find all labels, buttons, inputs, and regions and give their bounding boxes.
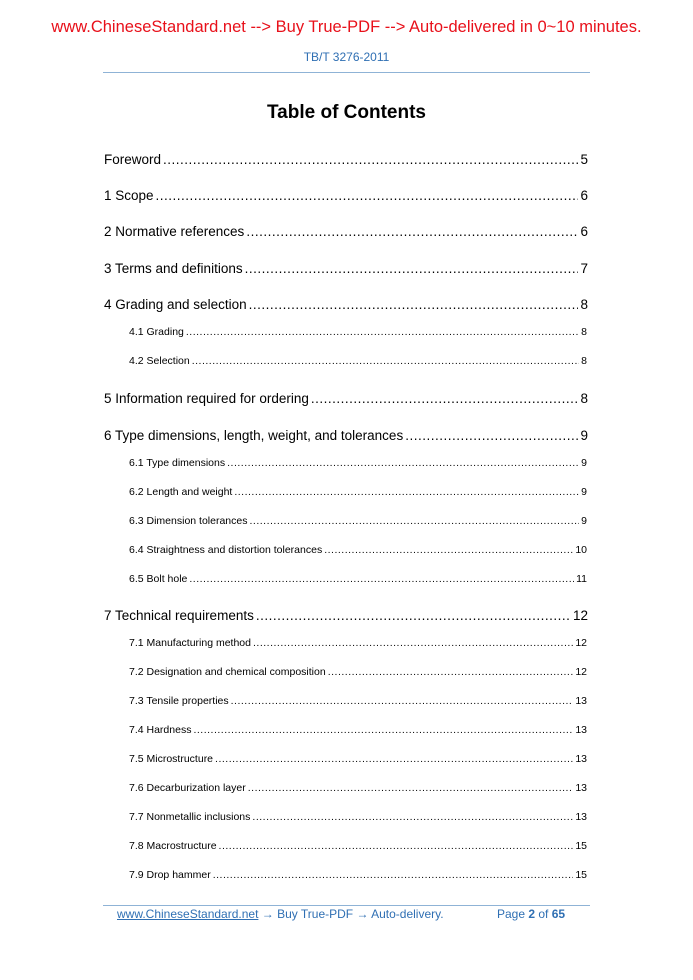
toc-entry-page: 7 [580,261,588,276]
toc-entry-label: 7.4 Hardness [129,724,192,736]
toc-entry[interactable] [104,297,588,312]
toc-entry[interactable] [104,188,588,203]
promo-banner: www.ChineseStandard.net --> Buy True-PDF --> Auto-delivered in 0~10 minutes. [51,18,642,36]
toc-leader-dots [186,326,579,338]
toc-entry-label: 7.5 Microstructure [129,753,214,765]
toc-entry[interactable] [129,869,587,881]
toc-entry-page: 12 [575,637,587,649]
toc-entry[interactable] [129,811,587,823]
toc-entry-page: 13 [575,695,587,707]
toc-leader-dots [231,695,574,707]
page-indicator [497,907,565,921]
toc-entry-label: Foreword [104,152,162,167]
toc-leader-dots [253,637,573,649]
toc-entry-page: 13 [575,724,587,736]
toc-entry-page: 12 [575,666,587,678]
toc-entry-page: 13 [575,811,587,823]
toc-entry[interactable] [129,724,587,736]
toc-entry-page: 6 [580,188,588,203]
toc-leader-dots [215,753,573,765]
toc-entry-label: 7.9 Drop hammer [129,869,211,881]
toc-entry-label: 6.1 Type dimensions [129,457,226,469]
toc-entry[interactable] [129,355,587,367]
toc-leader-dots [328,666,574,678]
toc-entry-label: 6.5 Bolt hole [129,573,188,585]
toc-entry[interactable] [104,391,588,406]
toc-entry-page: 13 [575,753,587,765]
toc-entry[interactable] [104,261,588,276]
toc-entry-page: 9 [581,457,587,469]
toc-entry-label: 3 Terms and definitions [104,261,243,276]
toc-entry[interactable] [129,782,587,794]
toc-entry-page: 10 [575,544,587,556]
toc-entry-page: 15 [575,840,587,852]
toc-entry[interactable] [129,573,587,585]
toc-entry-label: 6.2 Length and weight [129,486,233,498]
toc-entry[interactable] [104,224,588,239]
toc-leader-dots [193,724,573,736]
page-title: Table of Contents [266,102,427,123]
toc-entry-page: 8 [581,355,587,367]
toc-entry[interactable] [129,326,587,338]
toc-leader-dots [227,457,579,469]
toc-leader-dots [189,573,574,585]
toc-entry-label: 7.3 Tensile properties [129,695,229,707]
toc-entry-label: 7.8 Macrostructure [129,840,217,852]
toc-leader-dots [311,391,579,406]
toc-leader-dots [219,840,574,852]
toc-entry[interactable] [129,753,587,765]
toc-leader-dots [156,188,579,203]
toc-entry-page: 9 [581,486,587,498]
footer-site-link[interactable]: www.ChineseStandard.net [117,907,259,921]
toc-entry-label: 4 Grading and selection [104,297,247,312]
toc-entry-page: 8 [580,297,588,312]
toc-entry[interactable] [104,428,588,443]
toc-leader-dots [234,486,579,498]
footer-divider [103,905,590,906]
toc-entry[interactable] [104,608,588,623]
toc-entry-label: 6.3 Dimension tolerances [129,515,248,527]
page-of: of [535,907,552,921]
toc-entry[interactable] [129,666,587,678]
page-number: 2 [528,907,536,921]
toc-entry-page: 11 [576,573,587,585]
toc-entry-page: 6 [580,224,588,239]
toc-entry-label: 7.2 Designation and chemical composition [129,666,326,678]
toc-entry-label: 4.1 Grading [129,326,184,338]
toc-leader-dots [256,608,571,623]
toc-leader-dots [163,152,578,167]
toc-entry[interactable] [129,637,587,649]
toc-entry-page: 5 [580,152,588,167]
toc-entry-page: 15 [575,869,587,881]
toc-entry-label: 1 Scope [104,188,154,203]
toc-entry-label: 7 Technical requirements [104,608,254,623]
toc-entry-page: 13 [575,782,587,794]
toc-entry[interactable] [129,695,587,707]
toc-leader-dots [249,297,579,312]
toc-entry-page: 12 [572,608,588,623]
toc-leader-dots [405,428,578,443]
toc-entry[interactable] [129,840,587,852]
footer [117,907,587,921]
toc-entry-page: 8 [580,391,588,406]
toc-entry-label: 5 Information required for ordering [104,391,309,406]
toc-entry[interactable] [129,457,587,469]
toc-leader-dots [252,811,573,823]
toc-entry[interactable] [129,486,587,498]
toc-entry[interactable] [129,544,587,556]
header-divider [103,72,590,73]
toc-leader-dots [213,869,574,881]
toc-leader-dots [324,544,573,556]
footer-purchase-text: → Buy True-PDF → Auto-delivery. [258,907,444,921]
toc-entry-label: 6.4 Straightness and distortion tolerances [129,544,323,556]
page-total: 65 [551,907,566,921]
toc-entry[interactable] [104,152,588,167]
toc-entry-page: 9 [580,428,588,443]
toc-entry[interactable] [129,515,587,527]
document-code-header: TB/T 3276-2011 [303,50,390,64]
toc-entry-page: 8 [581,326,587,338]
toc-entry-label: 7.1 Manufacturing method [129,637,251,649]
toc-entry-page: 9 [581,515,587,527]
toc-entry-label: 7.7 Nonmetallic inclusions [129,811,251,823]
page-prefix: Page [497,907,529,921]
toc-leader-dots [248,782,574,794]
toc-leader-dots [246,224,578,239]
toc-leader-dots [192,355,579,367]
toc-leader-dots [245,261,579,276]
toc-entry-label: 6 Type dimensions, length, weight, and tolerances [104,428,404,443]
toc-entry-label: 4.2 Selection [129,355,190,367]
toc-entry-label: 7.6 Decarburization layer [129,782,246,794]
toc-leader-dots [249,515,579,527]
toc-entry-label: 2 Normative references [104,224,245,239]
